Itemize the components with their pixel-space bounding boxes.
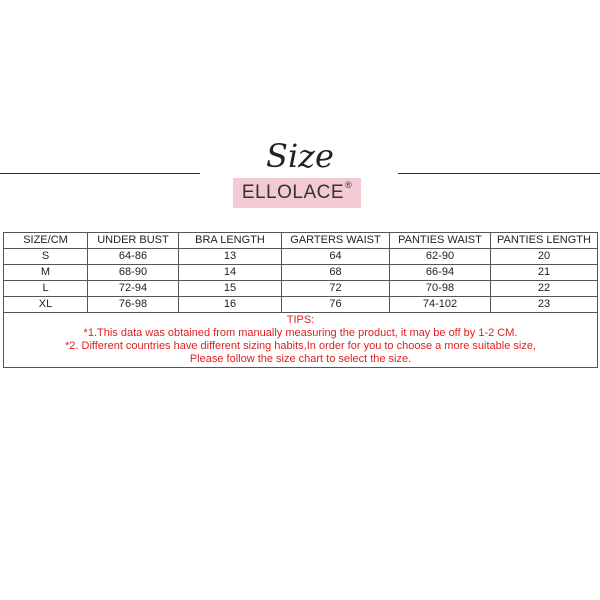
table-cell: 74-102 <box>390 297 491 313</box>
header-size: SIZE/CM <box>4 233 88 249</box>
table-cell: L <box>4 281 88 297</box>
table-row <box>4 249 598 265</box>
tips-cell <box>4 313 598 368</box>
brand-logo <box>233 178 361 208</box>
table-cell: 68-90 <box>88 265 179 281</box>
size-chart-table <box>3 232 598 368</box>
header-garters-waist: GARTERS WAIST <box>282 233 390 249</box>
table-cell: 23 <box>491 297 598 313</box>
table-cell: 13 <box>179 249 282 265</box>
table-row <box>4 265 598 281</box>
header-bra-length: BRA LENGTH <box>179 233 282 249</box>
tips-line-1: *1.This data was obtained from manually measuring the product, it may be off by 1-2 CM. <box>83 327 518 339</box>
table-cell: 20 <box>491 249 598 265</box>
table-cell: 72-94 <box>88 281 179 297</box>
table-cell: 22 <box>491 281 598 297</box>
table-cell: 16 <box>179 297 282 313</box>
table-cell: 21 <box>491 265 598 281</box>
table-cell: 14 <box>179 265 282 281</box>
table-cell: 66-94 <box>390 265 491 281</box>
table-cell: 64 <box>282 249 390 265</box>
table-cell: 72 <box>282 281 390 297</box>
header-panties-length: PANTIES LENGTH <box>491 233 598 249</box>
tips-heading: TIPS: <box>286 314 315 326</box>
header-under-bust: UNDER BUST <box>88 233 179 249</box>
table-header-row <box>4 233 598 249</box>
table-cell: S <box>4 249 88 265</box>
table-row <box>4 297 598 313</box>
table-cell: 70-98 <box>390 281 491 297</box>
table-cell: 15 <box>179 281 282 297</box>
tips-row <box>4 313 598 368</box>
table-cell: 76 <box>282 297 390 313</box>
table-cell: M <box>4 265 88 281</box>
tips-line-2: *2. Different countries have different sizing habits,In order for you to choose a more suitable size, <box>64 340 537 352</box>
brand-name: ELLOLACE <box>241 182 345 203</box>
table-cell: 64-86 <box>88 249 179 265</box>
tips-line-3: Please follow the size chart to select the size. <box>189 353 412 365</box>
table-cell: 76-98 <box>88 297 179 313</box>
header-panties-waist: PANTIES WAIST <box>390 233 491 249</box>
table-cell: 68 <box>282 265 390 281</box>
page-title: Size <box>266 137 334 175</box>
table-row <box>4 281 598 297</box>
registered-mark: ® <box>345 180 353 190</box>
table-cell: XL <box>4 297 88 313</box>
table-cell: 62-90 <box>390 249 491 265</box>
